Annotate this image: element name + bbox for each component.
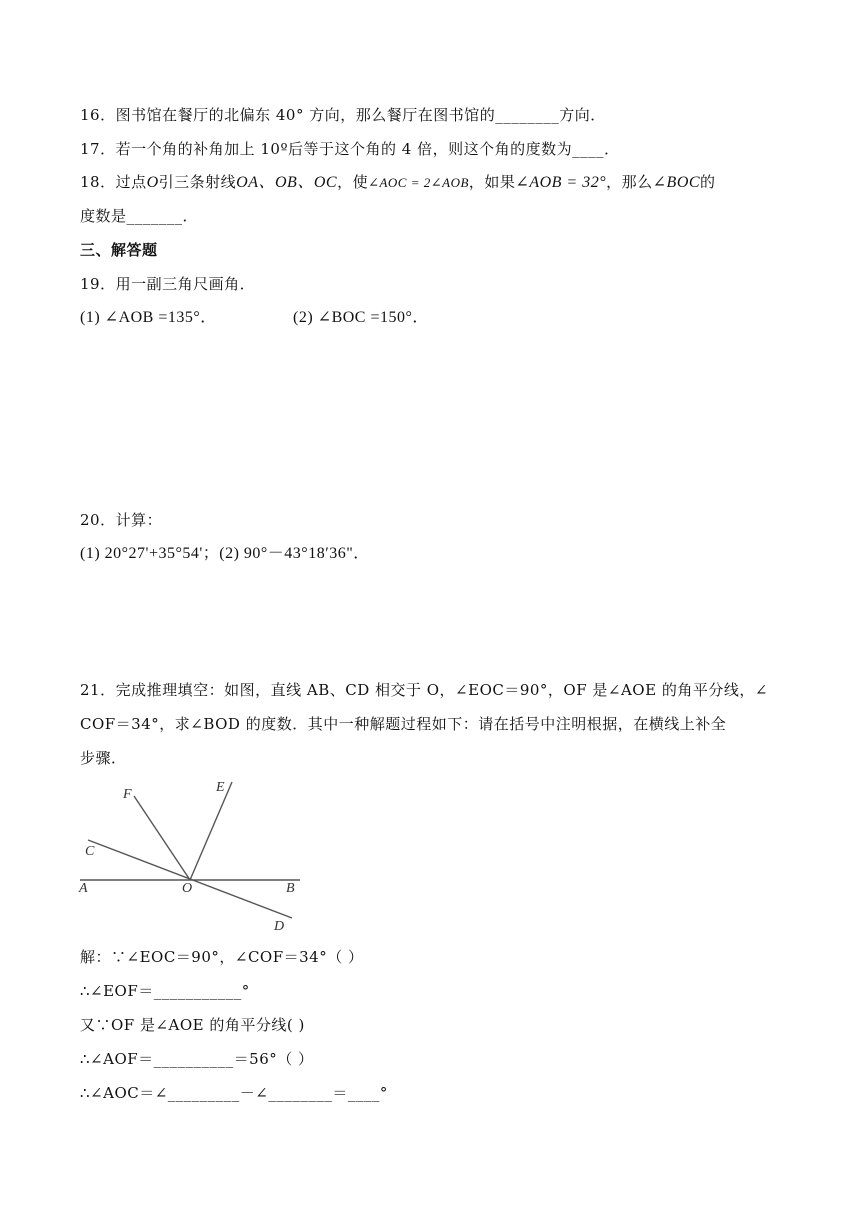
label-a: A <box>79 881 88 896</box>
label-f: F <box>123 787 132 802</box>
section-heading: 三、解答题 <box>80 241 158 259</box>
q18-text-1: 18．过点 <box>80 173 147 191</box>
q18-text-2: 引三条射线 <box>158 173 237 191</box>
question-19-title: 19．用一副三角尺画角． <box>80 275 256 293</box>
q18-condition: ∠AOC = 2∠AOB <box>368 175 469 190</box>
q18-given: ∠AOB = 32° <box>515 174 607 191</box>
solution-step-4: ∴∠AOF＝__________＝56°（ ） <box>80 1050 314 1068</box>
question-17: 17．若一个角的补角加上 10º后等于这个角的 4 倍，则这个角的度数为____． <box>80 140 620 158</box>
solution-step-3: 又∵OF 是∠AOE 的角平分线( ) <box>80 1016 305 1034</box>
label-c: C <box>85 844 95 859</box>
solution-step-2: ∴∠EOF＝___________° <box>80 982 250 1000</box>
q18-text-6: 的 <box>700 173 716 191</box>
question-19-part-2: (2) ∠BOC =150°． <box>293 309 429 326</box>
q18-rays: OA、OB、OC <box>236 174 338 191</box>
question-21-line-1: 21．完成推理填空：如图，直线 AB、CD 相交于 O，∠EOC＝90°，OF 是∠AOE 的角平分线，∠ <box>80 681 768 699</box>
question-19-part-1: (1) ∠AOB =135°． <box>80 309 217 326</box>
question-18 <box>80 171 716 194</box>
ray-of <box>134 796 190 880</box>
solution-step-1: 解：∵∠EOC＝90°，∠COF＝34°（ ） <box>80 948 364 966</box>
q18-target: ∠BOC <box>652 174 701 191</box>
label-e: E <box>216 780 225 795</box>
q18-point-o: O <box>146 174 159 191</box>
label-o: O <box>182 881 193 896</box>
question-16: 16．图书馆在餐厅的北偏东 40° 方向，那么餐厅在图书馆的________方向． <box>80 106 606 124</box>
question-21-line-2: COF＝34°，求∠BOD 的度数．其中一种解题过程如下：请在括号中注明根据，在横线上补全 <box>80 715 727 733</box>
question-21-line-3: 步骤． <box>80 749 127 767</box>
question-20-expression: (1) 20°27'+35°54'；(2) 90°－43°18′36"． <box>80 545 370 562</box>
question-18-line-2: 度数是_______． <box>80 207 199 225</box>
q18-text-3: ，使 <box>337 173 369 191</box>
solution-step-5: ∴∠AOC＝∠_________－∠________＝____° <box>80 1084 388 1102</box>
ray-oe <box>190 782 232 880</box>
geometry-figure <box>74 774 310 936</box>
label-b: B <box>286 881 295 896</box>
label-d: D <box>274 919 285 934</box>
q18-text-4: ，如果 <box>468 173 516 191</box>
question-20-title: 20．计算： <box>80 511 163 529</box>
q18-text-5: ，那么 <box>606 173 653 191</box>
